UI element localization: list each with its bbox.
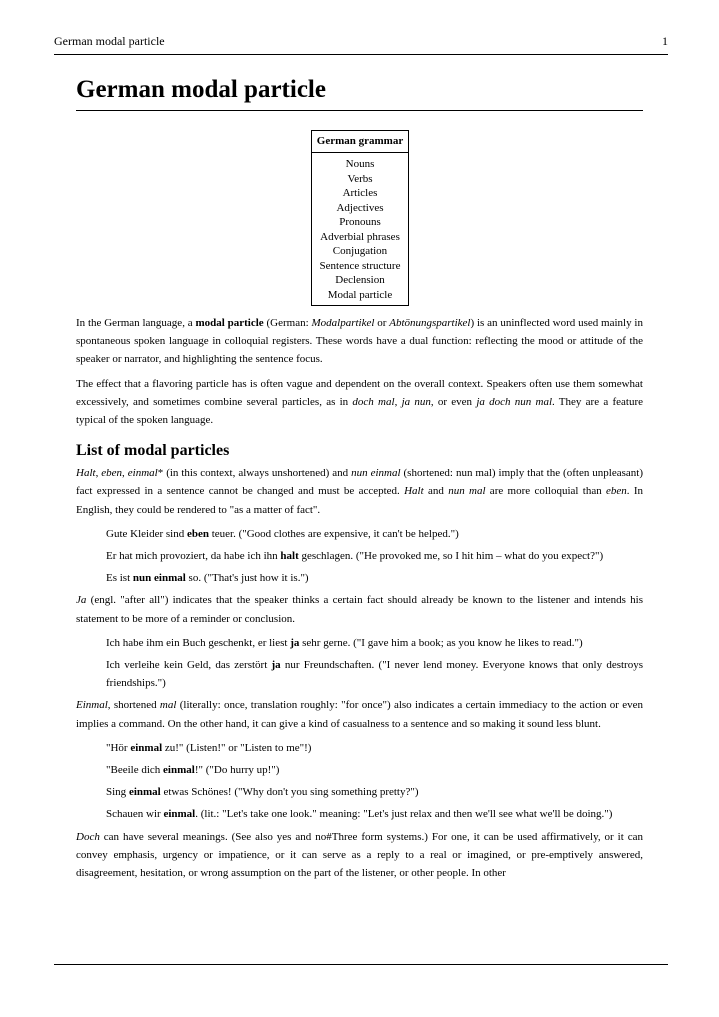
infobox-list — [312, 153, 408, 305]
text-run: etwas Schönes! ("Why don't you sing something pretty?") — [160, 786, 419, 799]
bold-term: modal particle — [195, 317, 264, 329]
text-run: , or even — [430, 395, 477, 408]
running-header-title: German modal particle — [54, 34, 165, 48]
infobox-heading: German grammar — [312, 131, 408, 153]
page-number: 1 — [662, 34, 668, 48]
article-content — [76, 74, 644, 880]
bold-term: halt — [280, 550, 299, 563]
section-blocks — [76, 464, 643, 882]
italic-term: ja nun — [401, 395, 431, 408]
text-run: and — [423, 485, 449, 498]
text-run: Gute Kleider sind — [106, 527, 187, 540]
italic-term: Halt — [76, 467, 96, 480]
text-run: , — [95, 467, 102, 480]
text-run: , — [394, 395, 402, 408]
italic-term: Halt — [404, 485, 424, 498]
example-sentence — [106, 783, 643, 801]
infobox-item[interactable]: Articles — [342, 187, 378, 199]
bold-term: einmal — [163, 808, 196, 821]
example-sentence — [106, 569, 643, 587]
text-run: * (in this context, always unshortened) and — [157, 467, 352, 480]
infobox-german-grammar — [311, 130, 409, 306]
text-run: (German: — [263, 317, 312, 329]
italic-term: Ja — [76, 594, 87, 607]
italic-term: Modalpartikel — [311, 317, 375, 329]
example-sentence — [106, 805, 643, 823]
text-run: are more colloquial than — [485, 485, 607, 498]
infobox-item[interactable]: Adjectives — [336, 201, 384, 214]
text-run: . They are a feature typical of the spoken language. — [76, 395, 643, 427]
example-sentence — [106, 739, 643, 757]
text-run: Ich verleihe kein Geld, das zerstört — [106, 659, 272, 672]
example-sentence — [106, 525, 643, 543]
text-run: Es ist — [106, 572, 133, 585]
text-run: can have several meanings. (See also yes and no#Three form systems.) For one, it can be used affirmatively, or it can convey emphasis, urgency or impatience, or it can serve as a reply to a real or imagined, or pre-emptively answered, disagreement, hesitation, or wrong assumption on the part of the listener, or other people. In other — [76, 830, 643, 880]
text-run: ) is an uninflected word used mainly in spontaneous spoken language in colloquial registers. These words have a dual function: reflecting the mood or attitude of the speaker or narrator, and highlighting the sentence focus. — [76, 317, 643, 366]
body-paragraph — [76, 591, 643, 627]
infobox-item[interactable]: Pronouns — [339, 216, 381, 228]
infobox-item[interactable]: Sentence structure — [319, 259, 401, 272]
example-sentence — [106, 547, 643, 565]
text-run: sehr gerne. ("I gave him a book; as you know he likes to read.") — [299, 636, 583, 649]
text-run: teuer. ("Good clothes are expensive, it can't be helped.") — [208, 527, 459, 540]
infobox-item[interactable]: Declension — [335, 274, 385, 286]
header-rule — [54, 54, 668, 55]
italic-term: Doch — [76, 830, 100, 843]
italic-term: doch mal — [352, 395, 395, 408]
text-run: (engl. "after all") indicates that the speaker thinks a certain fact should already be known to the listener and intends his statement to be more of a reminder or conclusion. — [76, 594, 643, 625]
infobox-item[interactable]: Modal particle — [327, 288, 393, 301]
text-run: so. ("That's just how it is.") — [185, 572, 309, 585]
text-run: (literally: once, translation roughly: "for once") also indicates a certain immediacy to the action or even implies a command. On the other hand, it can give a kind of casualness to a sentence and so making it sound less blunt. — [76, 699, 644, 730]
italic-term: mal — [159, 699, 177, 712]
section-heading: List of modal particles — [76, 442, 230, 460]
text-run: "Hör — [106, 741, 131, 754]
text-run: Schauen wir — [106, 808, 164, 821]
footer-rule — [54, 964, 668, 965]
text-run: nur Freundschaften. ("I never lend money. Everyone knows that only destroys friendships.") — [106, 659, 643, 690]
article-body — [76, 314, 643, 888]
bold-term: eben — [186, 527, 209, 540]
text-run: , — [122, 467, 128, 480]
italic-term: eben — [606, 485, 627, 498]
body-paragraph — [76, 464, 643, 519]
text-run: In the German language, a — [76, 317, 196, 329]
italic-term: Abtönungspartikel — [389, 317, 471, 329]
example-sentence — [106, 761, 643, 779]
text-run: zu!" (Listen!" or "Listen to me"!) — [162, 741, 312, 754]
text-run: geschlagen. ("He provoked me, so I hit him – what do you expect?") — [298, 550, 604, 563]
example-sentence — [106, 656, 643, 692]
infobox-item[interactable]: Conjugation — [332, 245, 388, 257]
bold-term: einmal — [163, 764, 195, 777]
italic-term: eben — [101, 467, 123, 480]
text-run: Er hat mich provoziert, da habe ich ihn — [106, 550, 281, 563]
infobox-item[interactable]: Verbs — [347, 172, 373, 185]
text-run: or — [374, 317, 390, 329]
italic-term: einmal — [127, 467, 158, 480]
text-run: , shortened — [107, 699, 160, 712]
text-run: Sing — [106, 786, 129, 799]
bold-term: ja — [290, 636, 300, 649]
bold-term: einmal — [128, 786, 161, 799]
bold-term: nun einmal — [132, 572, 186, 585]
text-run: . (lit.: "Let's take one look." meaning: "Let's just relax and then we'll see what we'll be doing.") — [195, 808, 613, 821]
text-run: (shortened: nun mal) imply that the (often unpleasant) fact expressed in a sentence cannot be changed and must be accepted. — [76, 467, 643, 498]
bold-term: einmal — [130, 741, 163, 754]
text-run: Ich habe ihm ein Buch geschenkt, er liest — [106, 636, 291, 649]
body-paragraph — [76, 828, 643, 883]
text-run: "Beeile dich — [106, 764, 164, 777]
infobox-item[interactable]: Adverbial phrases — [320, 230, 400, 243]
bold-term: ja — [271, 659, 281, 672]
italic-term: Einmal — [76, 699, 108, 712]
article-title: German modal particle — [76, 74, 643, 111]
text-run: The effect that a flavoring particle has is often vague and dependent on the overall context. Speakers often use them somewhat excessively, and sometimes combine several particles, as in — [76, 377, 643, 408]
text-run: . In English, they could be rendered to "as a matter of fact". — [76, 485, 644, 516]
italic-term: nun mal — [448, 485, 486, 498]
intro-paragraph-2 — [76, 375, 643, 430]
italic-term: ja doch nun mal — [476, 395, 552, 408]
text-run: !" ("Do hurry up!") — [194, 764, 280, 777]
infobox-item[interactable]: Nouns — [345, 158, 375, 170]
italic-term: nun einmal — [351, 467, 401, 480]
intro-paragraph-1 — [76, 314, 643, 369]
body-paragraph — [76, 696, 643, 732]
example-sentence — [106, 634, 643, 652]
